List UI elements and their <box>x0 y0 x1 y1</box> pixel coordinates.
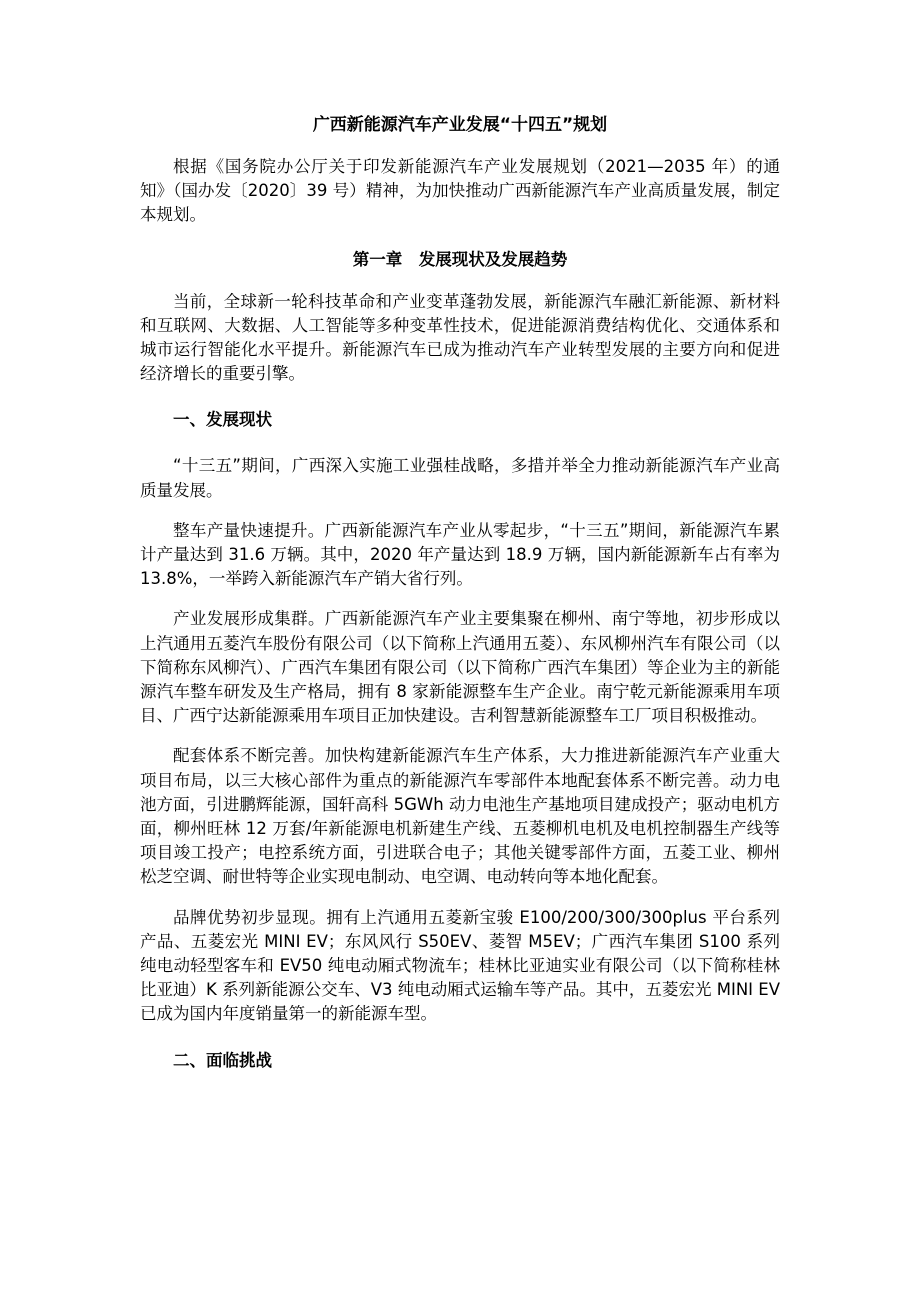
status-paragraph-production: 整车产量快速提升。广西新能源汽车产业从零起步，“十三五”期间，新能源汽车累计产量达到 31.6 万辆。其中，2020 年产量达到 18.9 万辆，国内新能源新车占有率为 13.8%，一举跨入新能源汽车产销大省行列。 <box>140 520 780 589</box>
document-page <box>140 105 780 1095</box>
chapter-heading: 第一章 发展现状及发展趋势 <box>352 249 568 269</box>
status-paragraph-overview: “十三五”期间，广西深入实施工业强桂战略，多措并举全力推动新能源汽车产业高质量发展。 <box>140 456 780 500</box>
status-paragraph-cluster: 产业发展形成集群。广西新能源汽车产业主要集聚在柳州、南宁等地，初步形成以上汽通用五菱汽车股份有限公司（以下简称上汽通用五菱）、东风柳州汽车有限公司（以下简称东风柳汽）、广西汽车集团有限公司（以下简称广西汽车集团）等企业为主的新能源汽车整车研发及生产格局，拥有 8 家新能源整车生产企业。南宁乾元新能源乘用车项目、广西宁达新能源乘用车项目正加快建设。吉利智慧新能源整车工厂项目积极推动。 <box>140 609 780 726</box>
status-paragraph-brand: 品牌优势初步显现。拥有上汽通用五菱新宝骏 E100/200/300/300plus 平台系列产品、五菱宏光 MINI EV；东风风行 S50EV、菱智 M5EV；广西汽车集团 S100 系列纯电动轻型客车和 EV50 纯电动厢式物流车；桂林比亚迪实业有限公司（以下简称桂林比亚迪）K 系列新能源公交车、V3 纯电动厢式运输车等产品。其中，五菱宏光 MINI EV 已成为国内年度销量第一的新能源车型。 <box>140 907 780 1024</box>
chapter-intro-paragraph: 当前，全球新一轮科技革命和产业变革蓬勃发展，新能源汽车融汇新能源、新材料和互联网、大数据、人工智能等多种变革性技术，促进能源消费结构优化、交通体系和城市运行智能化水平提升。新能源汽车已成为推动汽车产业转型发展的主要方向和促进经济增长的重要引擎。 <box>140 291 780 384</box>
section-heading-challenges: 二、面临挑战 <box>173 1050 272 1070</box>
document-title: 广西新能源汽车产业发展“十四五”规划 <box>312 115 608 135</box>
intro-paragraph: 根据《国务院办公厅关于印发新能源汽车产业发展规划（2021—2035 年）的通知》（国办发〔2020〕39 号）精神，为加快推动广西新能源汽车产业高质量发展，制定本规划。 <box>140 157 780 225</box>
section-heading-status: 一、发展现状 <box>173 410 272 430</box>
status-paragraph-supply-chain: 配套体系不断完善。加快构建新能源汽车生产体系，大力推进新能源汽车产业重大项目布局，以三大核心部件为重点的新能源汽车零部件本地配套体系不断完善。动力电池方面，引进鹏辉能源，国轩高科 5GWh 动力电池生产基地项目建成投产；驱动电机方面，柳州旺林 12 万套/年新能源电机新建生产线、五菱柳机电机及电机控制器生产线等项目竣工投产；电控系统方面，引进联合电子；其他关键零部件方面，五菱工业、柳州松芝空调、耐世特等企业实现电制动、电空调、电动转向等本地化配套。 <box>140 746 780 887</box>
